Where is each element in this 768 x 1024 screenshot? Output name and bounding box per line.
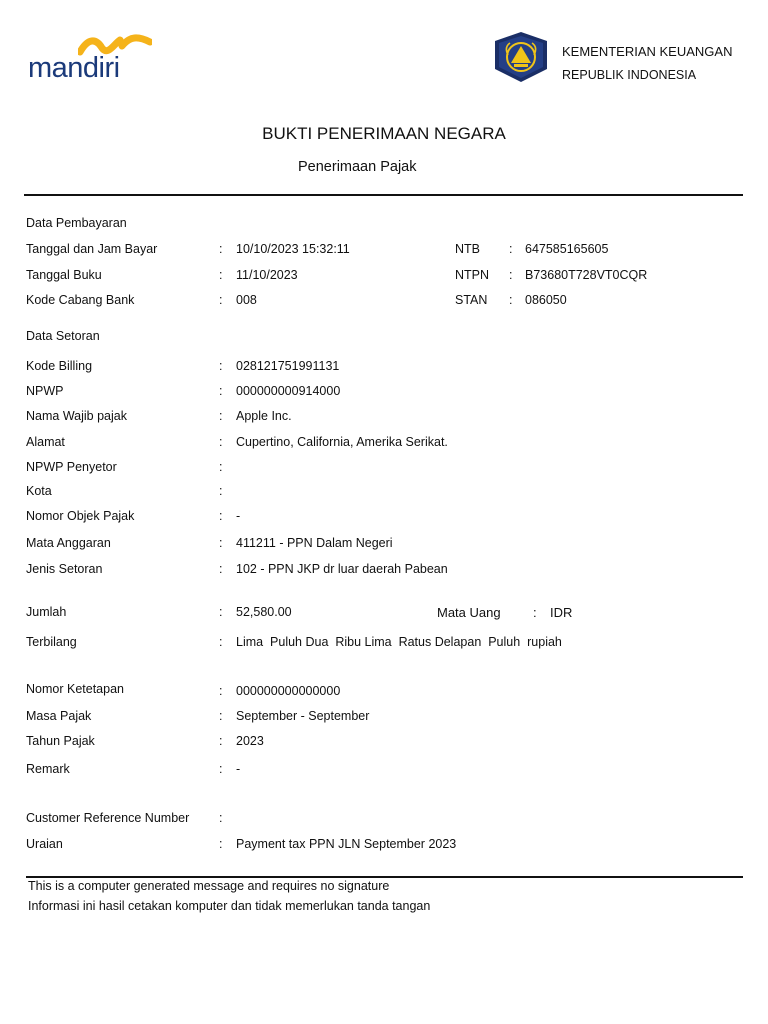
value-nama-wajib-pajak: Apple Inc. <box>236 409 292 423</box>
value-nomor-objek-pajak: - <box>236 509 241 523</box>
colon: : <box>219 384 223 398</box>
colon: : <box>219 409 223 423</box>
colon: : <box>219 509 223 523</box>
value-tahun-pajak: 2023 <box>236 734 264 748</box>
label-terbilang: Terbilang <box>26 635 77 649</box>
colon: : <box>219 837 223 851</box>
label-tanggal-buku: Tanggal Buku <box>26 268 102 282</box>
label-nama-wajib-pajak: Nama Wajib pajak <box>26 409 127 423</box>
mandiri-logo: mandiri <box>28 52 120 84</box>
value-ntpn: B73680T728VT0CQR <box>525 268 648 282</box>
colon: : <box>219 635 223 649</box>
colon: : <box>219 435 223 449</box>
label-kode-billing: Kode Billing <box>26 359 93 373</box>
value-nomor-ketetapan: 000000000000000 <box>236 684 341 698</box>
value-terbilang: Lima Puluh Dua Ribu Lima Ratus Delapan Puluh rupiah <box>236 635 562 649</box>
label-npwp-penyetor: NPWP Penyetor <box>26 460 117 474</box>
section-data-pembayaran: Data Pembayaran <box>26 216 127 230</box>
label-ntb: NTB <box>455 242 480 256</box>
kemenkeu-emblem-icon <box>492 31 550 83</box>
value-npwp: 000000000914000 <box>236 384 341 398</box>
footer-note-id: Informasi ini hasil cetakan komputer dan tidak memerlukan tanda tangan <box>28 899 431 913</box>
value-kode-billing: 028121751991131 <box>236 359 340 373</box>
colon: : <box>219 684 223 698</box>
document-title: BUKTI PENERIMAAN NEGARA <box>262 124 506 143</box>
colon: : <box>219 293 223 307</box>
label-ntpn: NTPN <box>455 268 490 282</box>
label-jenis-setoran: Jenis Setoran <box>26 562 103 576</box>
footer-divider <box>26 876 743 878</box>
colon: : <box>509 293 513 307</box>
colon: : <box>219 811 223 825</box>
colon: : <box>533 605 537 620</box>
colon: : <box>219 268 223 282</box>
label-nomor-ketetapan: Nomor Ketetapan <box>26 682 124 696</box>
value-mata-uang: IDR <box>550 605 573 620</box>
label-npwp: NPWP <box>26 384 64 398</box>
colon: : <box>509 242 513 256</box>
label-masa-pajak: Masa Pajak <box>26 709 92 723</box>
label-stan: STAN <box>455 293 488 307</box>
footer-note-en: This is a computer generated message and requires no signature <box>28 879 390 893</box>
value-tanggal-jam-bayar: 10/10/2023 15:32:11 <box>236 242 350 256</box>
value-masa-pajak: September - September <box>236 709 370 723</box>
colon: : <box>219 242 223 256</box>
label-mata-uang: Mata Uang <box>437 605 501 620</box>
label-kode-cabang-bank: Kode Cabang Bank <box>26 293 135 307</box>
label-alamat: Alamat <box>26 435 65 449</box>
label-remark: Remark <box>26 762 70 776</box>
value-alamat: Cupertino, California, Amerika Serikat. <box>236 435 448 449</box>
value-jenis-setoran: 102 - PPN JKP dr luar daerah Pabean <box>236 562 448 576</box>
document-subtitle: Penerimaan Pajak <box>298 159 417 175</box>
value-remark: - <box>236 762 241 776</box>
colon: : <box>219 484 223 498</box>
value-mata-anggaran: 411211 - PPN Dalam Negeri <box>236 536 393 550</box>
label-customer-reference-number: Customer Reference Number <box>26 811 190 825</box>
section-data-setoran: Data Setoran <box>26 329 100 343</box>
value-stan: 086050 <box>525 293 567 307</box>
ministry-subtitle: REPUBLIK INDONESIA <box>562 68 697 82</box>
colon: : <box>219 762 223 776</box>
label-mata-anggaran: Mata Anggaran <box>26 536 111 550</box>
colon: : <box>219 562 223 576</box>
colon: : <box>219 605 223 619</box>
header-divider <box>24 194 743 196</box>
colon: : <box>219 709 223 723</box>
label-nomor-objek-pajak: Nomor Objek Pajak <box>26 509 135 523</box>
label-jumlah: Jumlah <box>26 605 67 619</box>
value-tanggal-buku: 11/10/2023 <box>236 268 298 282</box>
value-jumlah: 52,580.00 <box>236 605 292 619</box>
value-uraian: Payment tax PPN JLN September 2023 <box>236 837 457 851</box>
colon: : <box>509 268 513 282</box>
ministry-name: KEMENTERIAN KEUANGAN <box>562 44 733 59</box>
colon: : <box>219 536 223 550</box>
label-tahun-pajak: Tahun Pajak <box>26 734 95 748</box>
colon: : <box>219 460 223 474</box>
label-uraian: Uraian <box>26 837 63 851</box>
label-tanggal-jam-bayar: Tanggal dan Jam Bayar <box>26 242 158 256</box>
value-kode-cabang-bank: 008 <box>236 293 257 307</box>
label-kota: Kota <box>26 484 52 498</box>
value-ntb: 647585165605 <box>525 242 609 256</box>
colon: : <box>219 734 223 748</box>
colon: : <box>219 359 223 373</box>
